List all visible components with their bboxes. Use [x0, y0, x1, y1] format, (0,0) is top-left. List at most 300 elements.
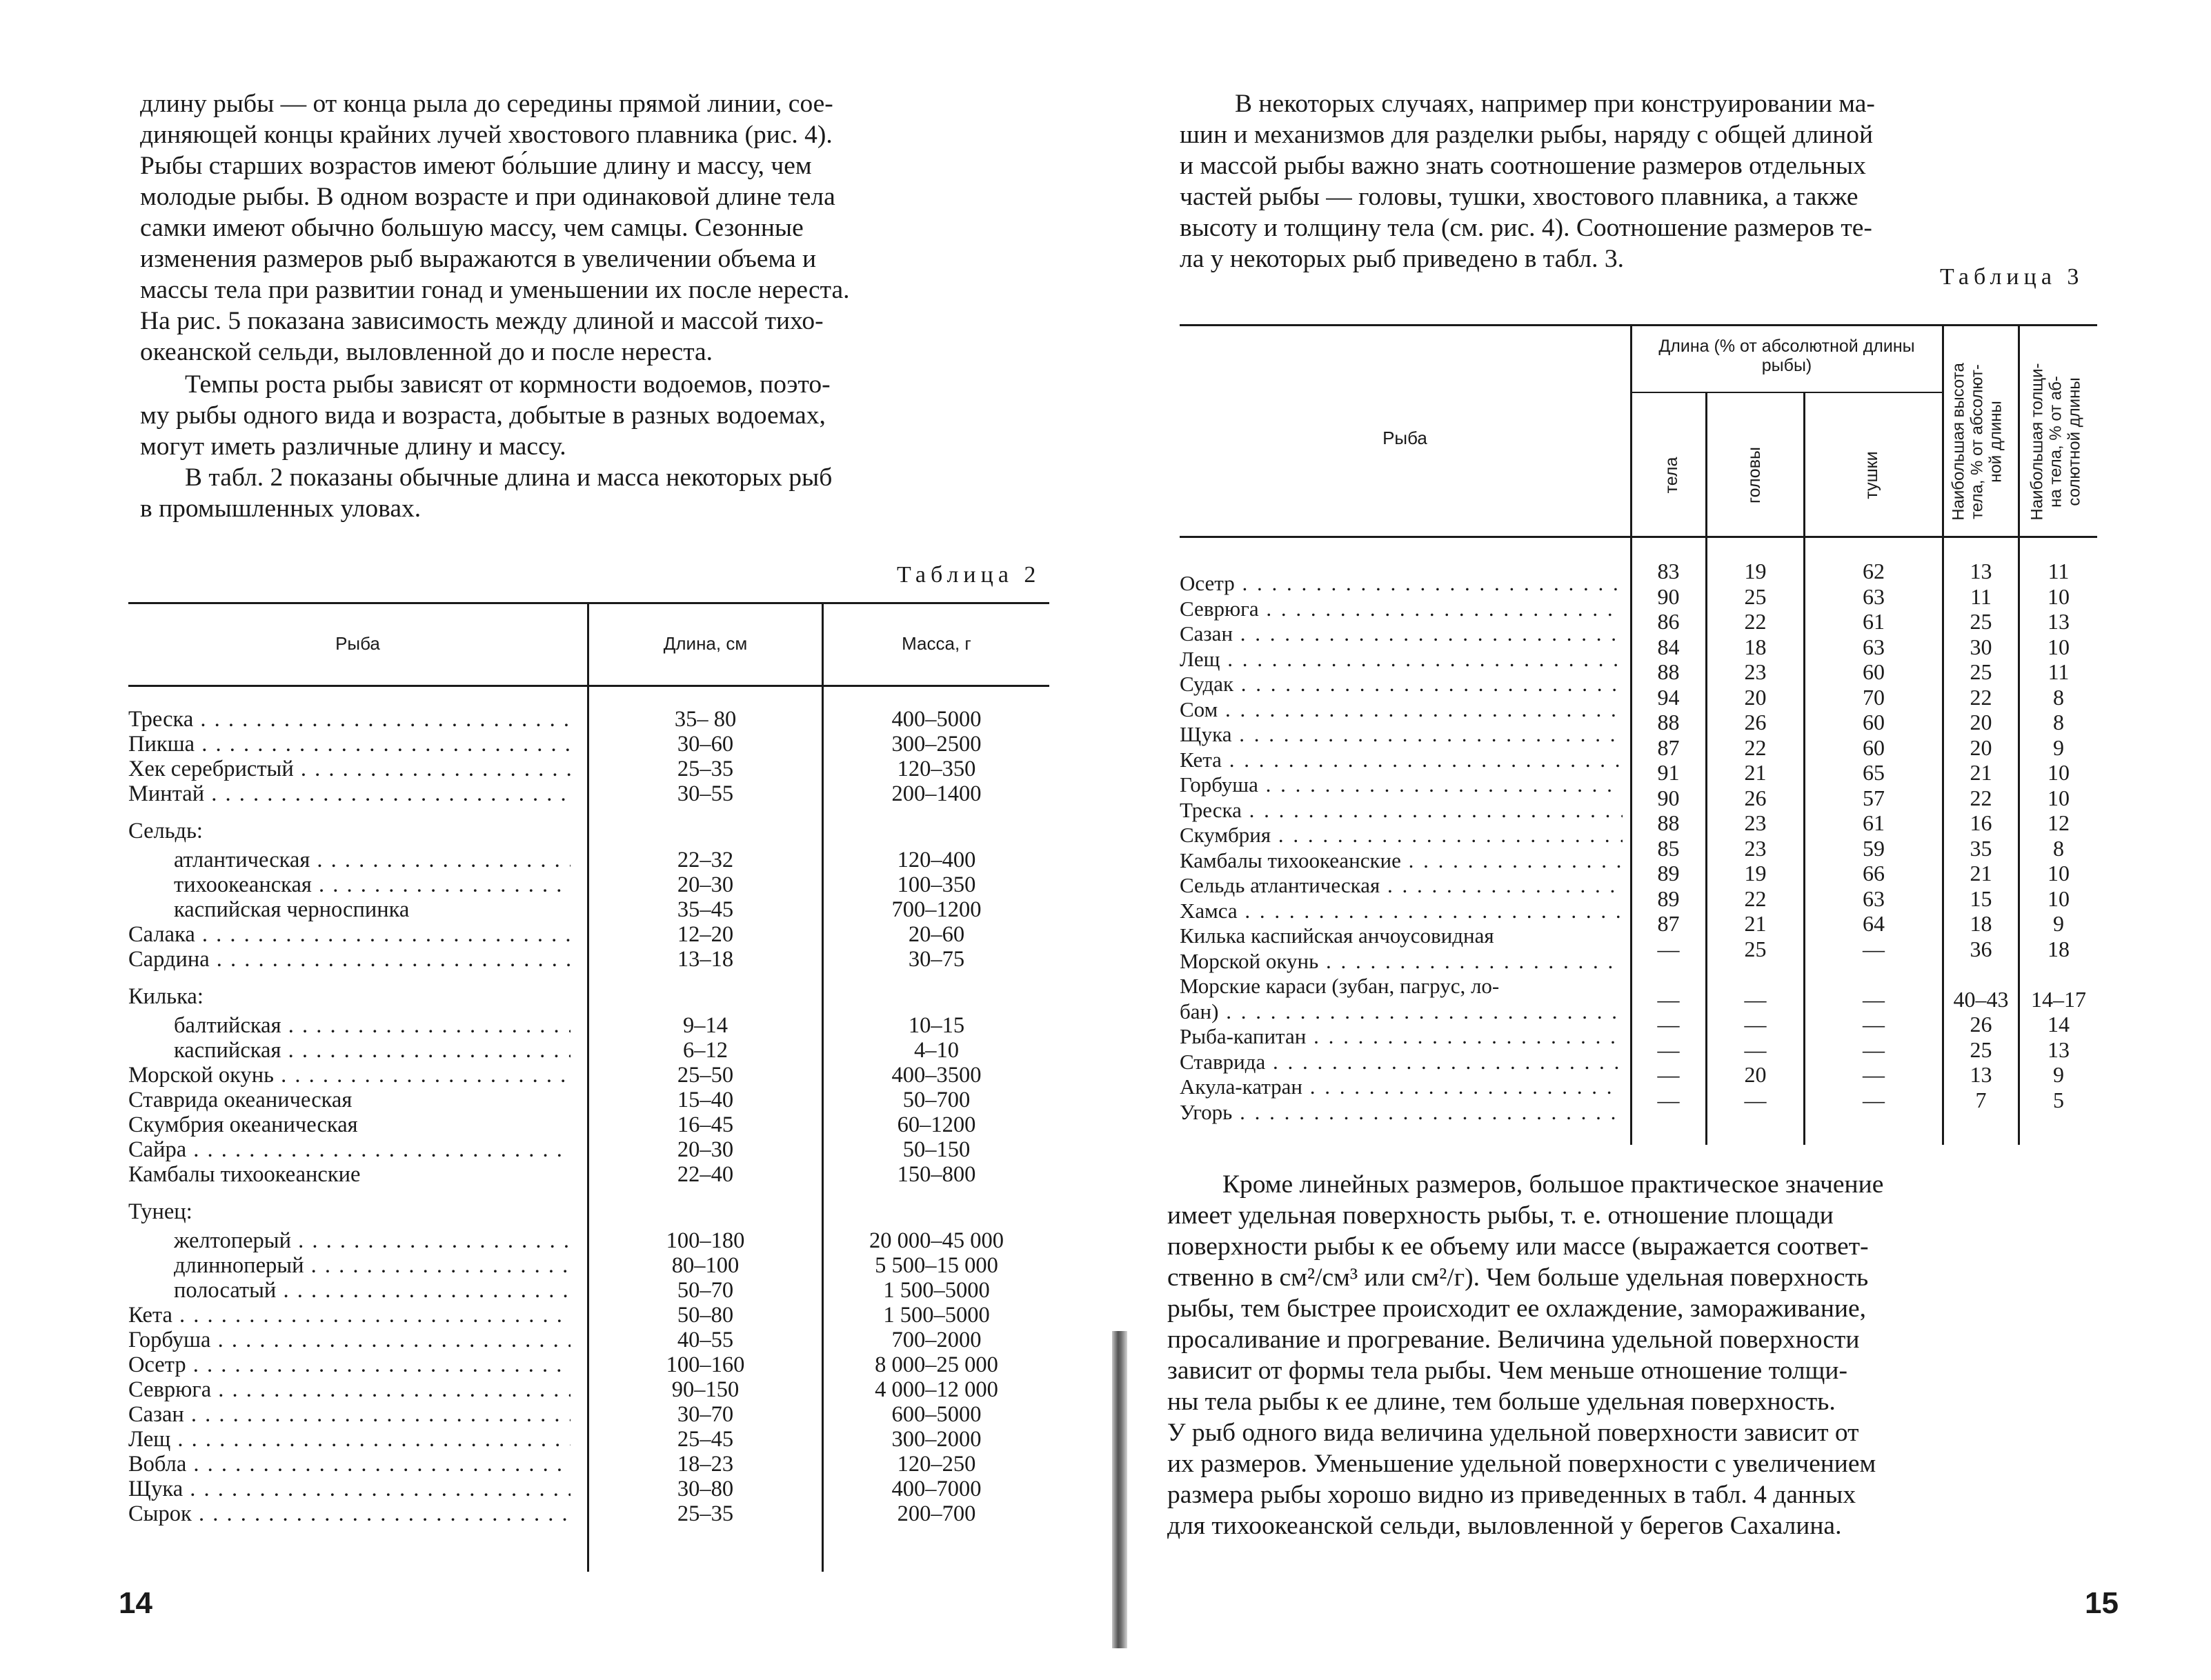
- mass-value: 150–800: [897, 1162, 976, 1187]
- fish-name: Морской окунь . . .: [1180, 949, 1623, 974]
- table3-cell: 63: [1863, 634, 1885, 659]
- table2-header-length: Длина, см: [663, 633, 748, 654]
- table3-header-head: головы: [1745, 447, 1764, 503]
- fish-name: балтийская . . .: [174, 1013, 571, 1038]
- length-value: 16–45: [677, 1112, 734, 1137]
- mass-value: 30–75: [908, 947, 965, 972]
- table3-cell: [1944, 961, 2018, 987]
- table3-cell: 22: [1744, 609, 1767, 634]
- table3-cell: 63: [1863, 886, 1885, 911]
- table3-cell: 65: [1863, 760, 1885, 785]
- length-value: 12–20: [677, 922, 734, 947]
- table3-fish-name-row: [1180, 798, 1628, 823]
- length-value: 20–30: [677, 1137, 734, 1162]
- table3-cell: 21: [1744, 760, 1767, 785]
- table3-cell: 36: [1970, 936, 1992, 961]
- mass-value: 700–2000: [891, 1328, 982, 1352]
- table3-cell: 26: [1744, 785, 1767, 810]
- table-row: [128, 1253, 1049, 1278]
- mass-value: 200–700: [897, 1501, 976, 1526]
- table3-cell: 66: [1863, 861, 1885, 886]
- length-value: 25–45: [677, 1427, 734, 1452]
- fish-name: Морские караси (зубан, пагрус, ло-: [1180, 974, 1500, 998]
- table3-cell: —: [1744, 1012, 1767, 1037]
- mass-value: 5 500–15 000: [875, 1253, 998, 1278]
- table3-cell: 14: [2048, 1012, 2070, 1037]
- table3-cell: 18: [1744, 634, 1767, 659]
- fish-name: Лещ . . .: [128, 1427, 571, 1452]
- fish-name: Хек серебристый . . .: [128, 757, 571, 781]
- mass-value: 8 000–25 000: [875, 1352, 998, 1377]
- length-value: 100–180: [666, 1228, 745, 1253]
- table3-cell: 25: [1970, 659, 1992, 684]
- mass-value: 700–1200: [891, 897, 982, 922]
- table-row: [128, 1228, 1049, 1253]
- mass-value: 4–10: [914, 1038, 959, 1063]
- table3-cell: —: [1657, 1062, 1680, 1087]
- fish-name: Щука . . .: [128, 1477, 571, 1501]
- fish-name: Скумбрия океаническая: [128, 1112, 358, 1137]
- table3-cell: —: [1657, 986, 1680, 1012]
- table3-cell: [1707, 961, 1803, 987]
- table-row: [128, 872, 1049, 897]
- right-page: [1105, 0, 2211, 1680]
- fish-name: Судак . . .: [1180, 672, 1623, 697]
- table3-col-height: [1944, 559, 2018, 1112]
- fish-name: Севрюга . . .: [1180, 597, 1623, 622]
- mass-value: 400–5000: [891, 707, 982, 732]
- table3-fish-name-row: [1180, 848, 1628, 874]
- table3-length-group-rule: [1632, 392, 1942, 393]
- mass-value: 100–350: [897, 872, 976, 897]
- table3-fish-name-row: [1180, 722, 1628, 748]
- fish-name: Пикша . . .: [128, 732, 571, 757]
- table3-cell: 23: [1744, 835, 1767, 861]
- table3-fish-name-row: [1180, 1024, 1628, 1050]
- table3-fish-name-row: [1180, 672, 1628, 697]
- table3-cell: 16: [1970, 810, 1992, 835]
- table-row: [128, 947, 1049, 972]
- table3-col-thickness: [2020, 559, 2097, 1112]
- fish-name: бан) . . .: [1180, 999, 1623, 1025]
- table3-cell: 61: [1863, 609, 1885, 634]
- table3-cell: 11: [2048, 659, 2070, 684]
- fish-name: Ставрида океаническая: [128, 1088, 353, 1112]
- length-value: 80–100: [671, 1253, 740, 1278]
- table3-cell: 62: [1863, 559, 1885, 583]
- table3-cell: 88: [1657, 710, 1680, 734]
- table2-group-label: Килька:: [128, 984, 204, 1009]
- table3-fish-name-row: [1180, 621, 1628, 647]
- right-paragraph-1: В некоторых случаях, например при конструировании ма- шин и механизмов для разделки рыбы, наряду с общей длиной и массой рыбы важно знать соотношение размеров отдельных частей рыбы — головы, тушки, хвостового плавника, а также высоту и толщину тела (см. рис. 4). Соотношение размеров те- ла у некоторых рыб приведено в табл. 3.: [1180, 90, 1875, 273]
- table-row: [128, 1452, 1049, 1477]
- mass-value: 60–1200: [897, 1112, 976, 1137]
- table3-cell: 90: [1657, 583, 1680, 609]
- table3-cell: 11: [1970, 583, 1992, 609]
- fish-name: Камбалы тихоокеанские . . .: [1180, 848, 1623, 874]
- table3-header-carcass: тушки: [1862, 451, 1881, 499]
- table3-cell: 23: [1744, 659, 1767, 684]
- table3-cell: 57: [1863, 785, 1885, 810]
- table3-cell: 35: [1970, 835, 1992, 861]
- table3-fish-name-row: [1180, 571, 1628, 597]
- table3-cell: 13: [1970, 1062, 1992, 1087]
- table-row: [128, 1377, 1049, 1402]
- table-row: [128, 1328, 1049, 1352]
- table2-group-label: Сельдь:: [128, 819, 203, 843]
- table3-fish-name-row: [1180, 772, 1628, 798]
- table3-cell: 21: [1970, 760, 1992, 785]
- table3-cell: 8: [2053, 710, 2064, 734]
- table-row: [128, 1088, 1049, 1112]
- table3-cell: 9: [2053, 734, 2064, 760]
- page-number-right: 15: [2085, 1586, 2119, 1620]
- fish-name: каспийская . . .: [174, 1038, 571, 1063]
- fish-name: Акула-катран . . .: [1180, 1074, 1623, 1100]
- table3-names: [1180, 571, 1628, 1125]
- length-value: 18–23: [677, 1452, 734, 1477]
- fish-name: Рыба-капитан . . .: [1180, 1024, 1623, 1050]
- fish-name: Минтай . . .: [128, 781, 571, 806]
- table3-cell: —: [1863, 1012, 1885, 1037]
- table3-cell: 18: [1970, 911, 1992, 936]
- table3-cell: —: [1657, 1037, 1680, 1062]
- length-value: 50–70: [677, 1278, 734, 1303]
- length-value: 22–40: [677, 1162, 734, 1187]
- mass-value: 120–400: [897, 848, 976, 872]
- length-value: 25–35: [677, 1501, 734, 1526]
- mass-value: 1 500–5000: [883, 1278, 990, 1303]
- table3-fish-name-row: [1180, 923, 1628, 949]
- table2-header-fish: Рыба: [335, 633, 380, 654]
- fish-name: Севрюга . . .: [128, 1377, 571, 1402]
- table3-header-body: тела: [1662, 457, 1681, 494]
- table3-cell: 40–43: [1953, 986, 2009, 1012]
- table3-cell: —: [1744, 1087, 1767, 1112]
- table3-header-fish: Рыба: [1382, 428, 1427, 448]
- fish-name: Сазан . . .: [128, 1402, 571, 1427]
- table3-cell: 88: [1657, 659, 1680, 684]
- fish-name: тихоокеанская . . .: [174, 872, 571, 897]
- length-value: 25–35: [677, 757, 734, 781]
- table3-col-head: [1707, 559, 1803, 1112]
- table3-cell: —: [1744, 1037, 1767, 1062]
- table3-cell: 61: [1863, 810, 1885, 835]
- table3-cell: 85: [1657, 835, 1680, 861]
- fish-name: Ставрида . . .: [1180, 1050, 1623, 1075]
- fish-name: Угорь . . .: [1180, 1100, 1623, 1126]
- fish-name: Вобла . . .: [128, 1452, 571, 1477]
- page-number-left: 14: [119, 1586, 152, 1620]
- table3-cell: 26: [1970, 1012, 1992, 1037]
- table-row: [128, 1278, 1049, 1303]
- table-row: [128, 1402, 1049, 1427]
- table3-fish-name-row: [1180, 823, 1628, 848]
- fish-name: Килька каспийская анчоусовидная: [1180, 923, 1494, 948]
- table3-cell: 13: [1970, 559, 1992, 583]
- table3-fish-name-row: [1180, 597, 1628, 622]
- fish-name: атлантическая . . .: [174, 848, 571, 872]
- length-value: 30–60: [677, 732, 734, 757]
- length-value: 100–160: [666, 1352, 745, 1377]
- fish-name: Осетр . . .: [1180, 571, 1623, 597]
- length-value: 15–40: [677, 1088, 734, 1112]
- table-row: [128, 1013, 1049, 1038]
- length-value: 35– 80: [674, 707, 737, 732]
- table3-cell: 10: [2048, 760, 2070, 785]
- table3-fish-name-row: [1180, 1050, 1628, 1075]
- mass-value: 1 500–5000: [883, 1303, 990, 1328]
- table3-cell: 84: [1657, 634, 1680, 659]
- table3-cell: 89: [1657, 861, 1680, 886]
- table3-cell: 30: [1970, 634, 1992, 659]
- length-value: 13–18: [677, 947, 734, 972]
- table-row: [128, 1477, 1049, 1501]
- table3-fish-name-row: [1180, 647, 1628, 672]
- table3-cell: 60: [1863, 659, 1885, 684]
- table3-cell: 14–17: [2031, 986, 2086, 1012]
- table3-cell: —: [1863, 1087, 1885, 1112]
- length-value: 30–70: [677, 1402, 734, 1427]
- table3-cell: 10: [2048, 634, 2070, 659]
- fish-name: Салака . . .: [128, 922, 571, 947]
- table3-cell: 20: [1970, 734, 1992, 760]
- table3-cell: 10: [2048, 861, 2070, 886]
- length-value: 50–80: [677, 1303, 734, 1328]
- table3-fish-name-row: [1180, 873, 1628, 899]
- mass-value: 50–150: [902, 1137, 971, 1162]
- table3-fish-name-row: [1180, 974, 1628, 999]
- table-row: [128, 1352, 1049, 1377]
- length-value: 40–55: [677, 1328, 734, 1352]
- fish-name: Сырок . . .: [128, 1501, 571, 1526]
- table3-header-height: Наибольшая высота тела, % от абсолют- ной длины: [1949, 363, 2005, 521]
- table3-cell: 90: [1657, 785, 1680, 810]
- table3-cell: 7: [1975, 1087, 1987, 1112]
- table3-cell: —: [1863, 936, 1885, 961]
- length-value: 35–45: [677, 897, 734, 922]
- table3-cell: 12: [2048, 810, 2070, 835]
- left-paragraph-2: Темпы роста рыбы зависят от кормности водоемов, поэто- му рыбы одного вида и возраста, добытые в разных водоемах, могут иметь различные длину и массу.: [140, 370, 831, 461]
- table3-cell: —: [1863, 1062, 1885, 1087]
- table2-body: [128, 707, 1049, 1526]
- table3-cell: 25: [1744, 936, 1767, 961]
- table3-cell: 94: [1657, 684, 1680, 710]
- length-value: 30–80: [677, 1477, 734, 1501]
- mass-value: 120–250: [897, 1452, 976, 1477]
- length-value: 22–32: [677, 848, 734, 872]
- table3-fish-name-row: [1180, 949, 1628, 974]
- table3-cell: —: [1863, 1037, 1885, 1062]
- table3-cell: 21: [1744, 911, 1767, 936]
- table3-cell: —: [1744, 986, 1767, 1012]
- table3-cell: 13: [2048, 609, 2070, 634]
- mass-value: 120–350: [897, 757, 976, 781]
- length-value: 6–12: [683, 1038, 728, 1063]
- fish-name: Хамса . . .: [1180, 899, 1623, 924]
- table3-cell: 25: [1970, 609, 1992, 634]
- table3-cell: —: [1657, 1087, 1680, 1112]
- table2-group-label: Тунец:: [128, 1199, 192, 1224]
- table3-cell: 22: [1744, 886, 1767, 911]
- right-paragraph-2: Кроме линейных размеров, большое практическое значение имеет удельная поверхность рыбы, т. е. отношение площади поверхности рыбы к ее объему или массе (выражается соответ- ственно в см²/см³ или см²/г). Чем больше удельная поверхность рыбы, тем быстрее происходит ее охлаждение, замораживание, просаливание и прогревание. Величина удельной поверхности зависит от формы тела рыбы. Чем меньше отношение толщи- ны тела рыбы к ее длине, тем больше удельная поверхность. У рыб одного вида величина удельной поверхности зависит от их размеров. Уменьшение удельной поверхности с увеличением размера рыбы хорошо видно из приведенных в табл. 4 данных для тихоокеанской сельди, выловленной у берегов Сахалина.: [1167, 1170, 1884, 1540]
- table3-cell: 22: [1970, 785, 1992, 810]
- table3-fish-name-row: [1180, 999, 1628, 1025]
- mass-value: 20 000–45 000: [869, 1228, 1004, 1253]
- table3-cell: 91: [1657, 760, 1680, 785]
- left-paragraph-3: В табл. 2 показаны обычные длина и масса некоторых рыб в промышленных уловах.: [140, 463, 833, 523]
- table3-fish-name-row: [1180, 748, 1628, 773]
- table3-cell: 88: [1657, 810, 1680, 835]
- table3-cell: 19: [1744, 559, 1767, 583]
- table3-cell: 25: [1744, 583, 1767, 609]
- table-row: [128, 1501, 1049, 1526]
- fish-name: Скумбрия . . .: [1180, 823, 1623, 848]
- table3-cell: 20: [1970, 710, 1992, 734]
- table-row: [128, 707, 1049, 732]
- table-row: [128, 1063, 1049, 1088]
- fish-name: Кета . . .: [1180, 748, 1623, 773]
- table-row: [128, 781, 1049, 806]
- table3-cell: [1805, 961, 1942, 987]
- table3-cell: 8: [2053, 835, 2064, 861]
- table2-caption: Таблица 2: [897, 562, 1041, 588]
- table-row: [128, 922, 1049, 947]
- fish-name: каспийская черноспинка: [174, 897, 410, 922]
- table3-cell: 25: [1970, 1037, 1992, 1062]
- table3-fish-name-row: [1180, 899, 1628, 924]
- table-row: [128, 1137, 1049, 1162]
- table-row: [128, 757, 1049, 781]
- length-value: 30–55: [677, 781, 734, 806]
- table3-cell: 87: [1657, 734, 1680, 760]
- table3-cell: 22: [1970, 684, 1992, 710]
- table3-cell: 21: [1970, 861, 1992, 886]
- table3-header-thickness: Наибольшая толщи- на тела, % от аб- солютной длины: [2027, 363, 2084, 521]
- fish-name: Сельдь атлантическая . . .: [1180, 873, 1623, 899]
- fish-name: Лещ . . .: [1180, 647, 1623, 672]
- table3-cell: —: [1657, 936, 1680, 961]
- fish-name: Горбуша . . .: [128, 1328, 571, 1352]
- table3-cell: 89: [1657, 886, 1680, 911]
- table3-cell: 13: [2048, 1037, 2070, 1062]
- mass-value: 400–7000: [891, 1477, 982, 1501]
- table3-cell: 10: [2048, 583, 2070, 609]
- table3-cell: [2020, 961, 2097, 987]
- table3-cell: 86: [1657, 609, 1680, 634]
- table3-header-length-group: Длина (% от абсолютной длины рыбы): [1658, 337, 1915, 375]
- mass-value: 600–5000: [891, 1402, 982, 1427]
- mass-value: 50–700: [902, 1088, 971, 1112]
- length-value: 90–150: [671, 1377, 740, 1402]
- table3-cell: 8: [2053, 684, 2064, 710]
- length-value: 9–14: [683, 1013, 728, 1038]
- mass-value: 200–1400: [891, 781, 982, 806]
- table3-cell: 22: [1744, 734, 1767, 760]
- table3-fish-name-row: [1180, 1100, 1628, 1126]
- table3-cell: 9: [2053, 911, 2064, 936]
- table3-cell: 60: [1863, 734, 1885, 760]
- table-row: [128, 1112, 1049, 1137]
- table-row: [128, 848, 1049, 872]
- table3-cell: 10: [2048, 886, 2070, 911]
- table2-header-mass: Масса, г: [902, 633, 971, 654]
- fish-name: длинноперый . . .: [174, 1253, 571, 1278]
- table-row: [128, 1038, 1049, 1063]
- table3-cell: 63: [1863, 583, 1885, 609]
- table3-cell: 60: [1863, 710, 1885, 734]
- table3-cell: 20: [1744, 684, 1767, 710]
- table3-cell: —: [1863, 986, 1885, 1012]
- table3-cell: 10: [2048, 785, 2070, 810]
- table3-cell: 59: [1863, 835, 1885, 861]
- table-row: [128, 1427, 1049, 1452]
- fish-name: Щука . . .: [1180, 722, 1623, 748]
- table3-cell: 19: [1744, 861, 1767, 886]
- table3-caption: Таблица 3: [1940, 264, 2084, 290]
- mass-value: 300–2500: [891, 732, 982, 757]
- table3-col-carcass: [1805, 559, 1942, 1112]
- fish-name: Треска . . .: [128, 707, 571, 732]
- fish-name: Горбуша . . .: [1180, 772, 1623, 798]
- mass-value: 10–15: [908, 1013, 965, 1038]
- table3-cell: 11: [2048, 559, 2070, 583]
- left-paragraph-1: длину рыбы — от конца рыла до середины прямой линии, сое- диняющей концы крайних лучей хвостового плавника (рис. 4). Рыбы старших возрастов имеют бо́льшие длину и массу, чем молодые рыбы. В одном возрасте и при одинаковой длине тела самки имеют обычно большую массу, чем самцы. Сезонные изменения размеров рыб выражаются в увеличении объема и массы тела при развитии гонад и уменьшении их после нереста. На рис. 5 показана зависимость между длиной и массой тихо- океанской сельди, выловленной до и после нереста.: [140, 90, 850, 366]
- fish-name: Кета . . .: [128, 1303, 571, 1328]
- table3-cell: 70: [1863, 684, 1885, 710]
- table3-cell: 26: [1744, 710, 1767, 734]
- fish-name: Треска . . .: [1180, 798, 1623, 823]
- table3-cell: 15: [1970, 886, 1992, 911]
- table3-cell: 5: [2053, 1087, 2064, 1112]
- table3-cell: 9: [2053, 1062, 2064, 1087]
- fish-name: Сардина . . .: [128, 947, 571, 972]
- length-value: 20–30: [677, 872, 734, 897]
- table3-cell: 87: [1657, 911, 1680, 936]
- table3-cell: [1632, 961, 1705, 987]
- table3-cell: 20: [1744, 1062, 1767, 1087]
- mass-value: 300–2000: [891, 1427, 982, 1452]
- fish-name: Сом . . .: [1180, 697, 1623, 723]
- table3-fish-name-row: [1180, 697, 1628, 723]
- table3-cell: —: [1657, 1012, 1680, 1037]
- table3-cell: 64: [1863, 911, 1885, 936]
- fish-name: Осетр . . .: [128, 1352, 571, 1377]
- table-row: [128, 1303, 1049, 1328]
- fish-name: полосатый . . .: [174, 1278, 571, 1303]
- table3-cell: 18: [2048, 936, 2070, 961]
- table-2: [128, 602, 1049, 1572]
- table-3: [1180, 324, 2097, 1145]
- fish-name: Морской окунь . . .: [128, 1063, 571, 1088]
- mass-value: 4 000–12 000: [875, 1377, 998, 1402]
- table3-col-body: [1632, 559, 1705, 1112]
- mass-value: 20–60: [908, 922, 965, 947]
- table3-fish-name-row: [1180, 1074, 1628, 1100]
- table-row: [128, 897, 1049, 922]
- fish-name: желтоперый . . .: [174, 1228, 571, 1253]
- left-page: [0, 0, 1105, 1680]
- table3-cell: 23: [1744, 810, 1767, 835]
- table3-cell: 83: [1657, 559, 1680, 583]
- fish-name: Сайра . . .: [128, 1137, 571, 1162]
- fish-name: Сазан . . .: [1180, 621, 1623, 647]
- mass-value: 400–3500: [891, 1063, 982, 1088]
- fish-name: Камбалы тихоокеанские: [128, 1162, 361, 1187]
- table-row: [128, 1162, 1049, 1187]
- length-value: 25–50: [677, 1063, 734, 1088]
- table-row: [128, 732, 1049, 757]
